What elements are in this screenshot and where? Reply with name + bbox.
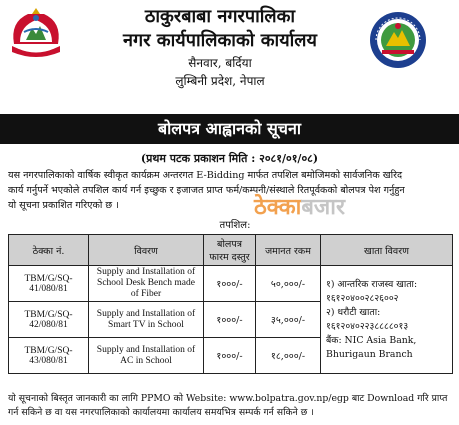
contract-code-line: 41/080/81 xyxy=(29,283,68,294)
contract-code-line: TBM/G/SQ- xyxy=(24,309,73,320)
contract-code-line: 43/080/81 xyxy=(29,355,68,366)
intro-line: यस नगरपालिकाको वार्षिक स्वीकृत कार्यक्रम अन्तरगत E-Bidding मार्फत तपशिल बमोजिमको सार्वजनिक खरिद xyxy=(8,170,403,181)
footer-note xyxy=(8,392,454,420)
account-details xyxy=(321,266,453,374)
office-location: सैनवार, बर्दिया xyxy=(188,56,252,70)
header-fee-line: बोलपत्र xyxy=(217,239,242,250)
deposit-amount: ३५,०००/- xyxy=(256,302,321,338)
header-form-fee xyxy=(204,235,256,266)
header-deposit: जमानत रकम xyxy=(256,235,321,266)
table-header-row xyxy=(9,235,453,266)
form-fee: १०००/- xyxy=(204,302,256,338)
contract-description: Supply and Installation of Smart TV in School xyxy=(89,302,204,338)
header-description: विवरण xyxy=(89,235,204,266)
watermark-part: ठेक्का xyxy=(254,195,302,220)
intro-line: कार्य गर्नुपर्ने भएकोले तपशिल कार्य गर्न इच्छुक र इजाजत प्राप्त फर्म/कम्पनी/संस्थाले रितपूर्वकको बोलपत्र पेश गर्नुहुन xyxy=(8,185,405,196)
account-line: १६१२०४०२२३८८८८०१३ xyxy=(326,320,409,332)
watermark-logo xyxy=(254,191,374,221)
contract-code-line: 42/080/81 xyxy=(29,319,68,330)
watermark-part: बजार xyxy=(301,195,345,220)
deposit-amount: ५०,०००/- xyxy=(256,266,321,302)
contract-description: Supply and Installation of School Desk Bench made of Fiber xyxy=(89,266,204,302)
account-line: १६१२०४००२८२६००२ xyxy=(326,292,399,304)
account-line: २) धरौटी खाता: xyxy=(326,306,381,318)
footer-line: यो सूचनाको बिस्तृत जानकारी का लागि PPMO को Website: www.bolpatra.gov.np/egp बाट Download गरि प्राप्त xyxy=(8,393,448,404)
header-fee-line: फारम दस्तुर xyxy=(209,252,250,263)
form-fee: १०००/- xyxy=(204,266,256,302)
intro-line: यो सूचना प्रकाशित गरिएको छ । xyxy=(8,200,119,211)
municipality-name: ठाकुरबाबा नगरपालिका xyxy=(144,6,296,27)
contract-code-line: TBM/G/SQ- xyxy=(24,273,73,284)
header-contract-no: ठेक्का नं. xyxy=(9,235,89,266)
deposit-amount: १८,०००/- xyxy=(256,338,321,374)
municipality-seal-icon xyxy=(368,10,428,70)
office-name: नगर कार्यपालिकाको कार्यालय xyxy=(123,30,317,51)
tender-table xyxy=(8,234,453,374)
intro-paragraph xyxy=(8,168,454,213)
contract-code xyxy=(9,302,89,338)
notice-title: बोलपत्र आह्वानको सूचना xyxy=(0,114,459,144)
contract-description: Supply and Installation of AC in School xyxy=(89,338,204,374)
account-line: १) आन्तरिक राजस्व खाता: xyxy=(326,278,418,290)
header-account: खाता विवरण xyxy=(321,235,453,266)
contract-code-line: TBM/G/SQ- xyxy=(24,345,73,356)
province-country: लुम्बिनी प्रदेश, नेपाल xyxy=(175,74,265,88)
form-fee: १०००/- xyxy=(204,338,256,374)
account-line: Bhurigaun Branch xyxy=(326,348,413,360)
account-line: बैंक: NIC Asia Bank, xyxy=(326,334,417,346)
contract-code xyxy=(9,338,89,374)
nepal-emblem-icon xyxy=(6,4,66,62)
table-caption: तपशिल: xyxy=(219,220,251,231)
contract-code xyxy=(9,266,89,302)
footer-line: गर्न सकिने छ वा यस नगरपालिकाको कार्यालयमा कार्यालय समयभित्र सम्पर्क गर्न सकिने छ । xyxy=(8,407,314,418)
publish-date: (प्रथम पटक प्रकाशन मिति : २०८१/०१/०८) xyxy=(140,152,319,165)
table-row xyxy=(9,266,453,302)
